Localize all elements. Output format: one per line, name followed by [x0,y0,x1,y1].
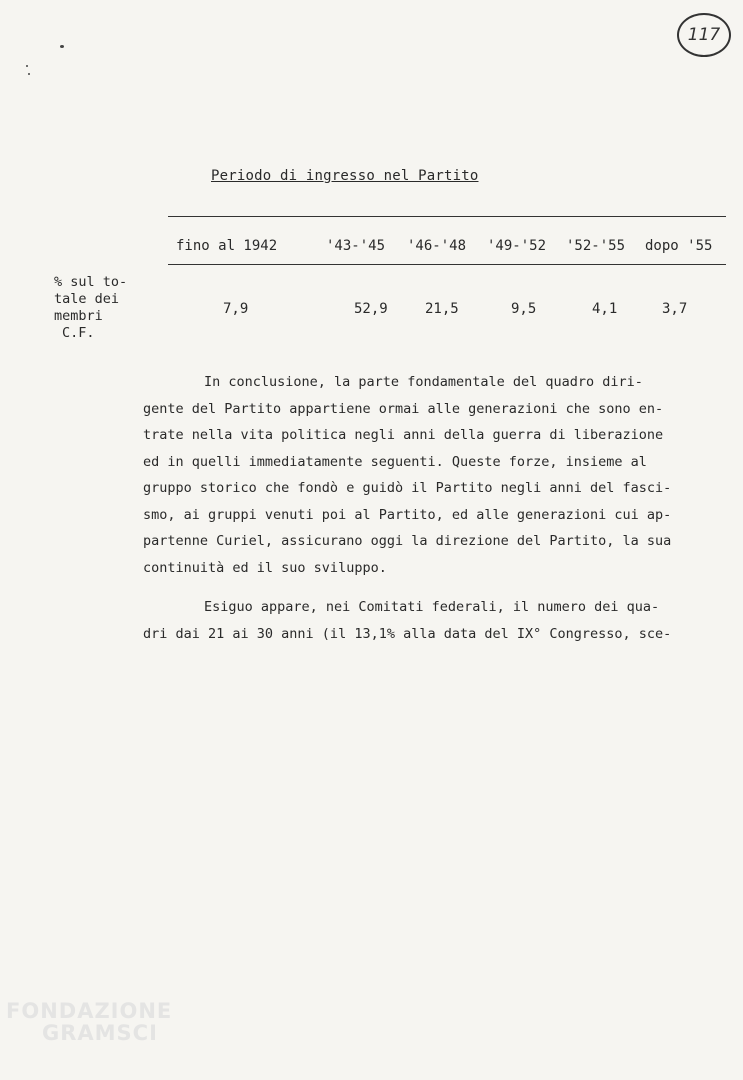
text-line: trate nella vita politica negli anni della guerra di liberazione [143,427,664,443]
row-label-line: tale dei [54,291,120,307]
text-line: Esiguo appare, nei Comitati federali, il numero dei qua- [204,599,660,615]
table-cell-value: 52,9 [354,301,388,317]
column-header: '43-'45 [326,238,386,254]
text-line: ed in quelli immediatamente seguenti. Queste forze, insieme al [143,453,647,470]
table-cell-value: 9,5 [511,301,537,317]
table-cell-value: 4,1 [592,301,618,317]
row-label [54,274,127,342]
text-line: continuità ed il suo sviluppo. [143,559,387,576]
text-line: gente del Partito appartiene ormai alle generazioni che sono en- [143,400,664,417]
table-cell-value: 21,5 [425,301,459,317]
text-line: dri dai 21 ai 30 anni (il 13,1% alla data del IX° Congresso, sce- [143,625,672,642]
watermark-line: GRAMSCI [42,1021,158,1045]
ink-speck [28,73,30,75]
text-line: gruppo storico che fondò e guidò il Partito negli anni del fasci- [143,480,672,496]
column-header: '46-'48 [407,238,467,254]
column-header: dopo '55 [645,238,713,254]
table-title: Periodo di ingresso nel Partito [211,168,479,184]
header-rule-top [168,216,726,217]
header-rule-bottom [168,264,726,265]
paragraph-esiguo [143,594,703,647]
page-number-stamp [677,13,731,57]
row-label-line: % sul to- [54,274,128,290]
page-number: 117 [687,25,721,45]
text-line: smo, ai gruppi venuti poi al Partito, ed alle generazioni cui ap- [143,506,672,523]
text-line: partenne Curiel, assicurano oggi la direzione del Partito, la sua [143,533,672,549]
table-cell-value: 3,7 [662,301,688,317]
watermark-logo [6,1000,172,1044]
table-cell-value: 7,9 [223,301,249,317]
text-line: In conclusione, la parte fondamentale del quadro diri- [204,374,643,390]
ink-speck [60,45,64,48]
ink-speck [26,65,28,67]
column-header: fino al 1942 [176,238,278,254]
paragraph-conclusion [143,369,703,581]
column-header: '52-'55 [566,238,626,254]
watermark-line: FONDAZIONE [6,999,173,1023]
column-header: '49-'52 [487,238,547,254]
row-label-line: membri [54,308,103,324]
row-label-line: C.F. [62,325,95,341]
